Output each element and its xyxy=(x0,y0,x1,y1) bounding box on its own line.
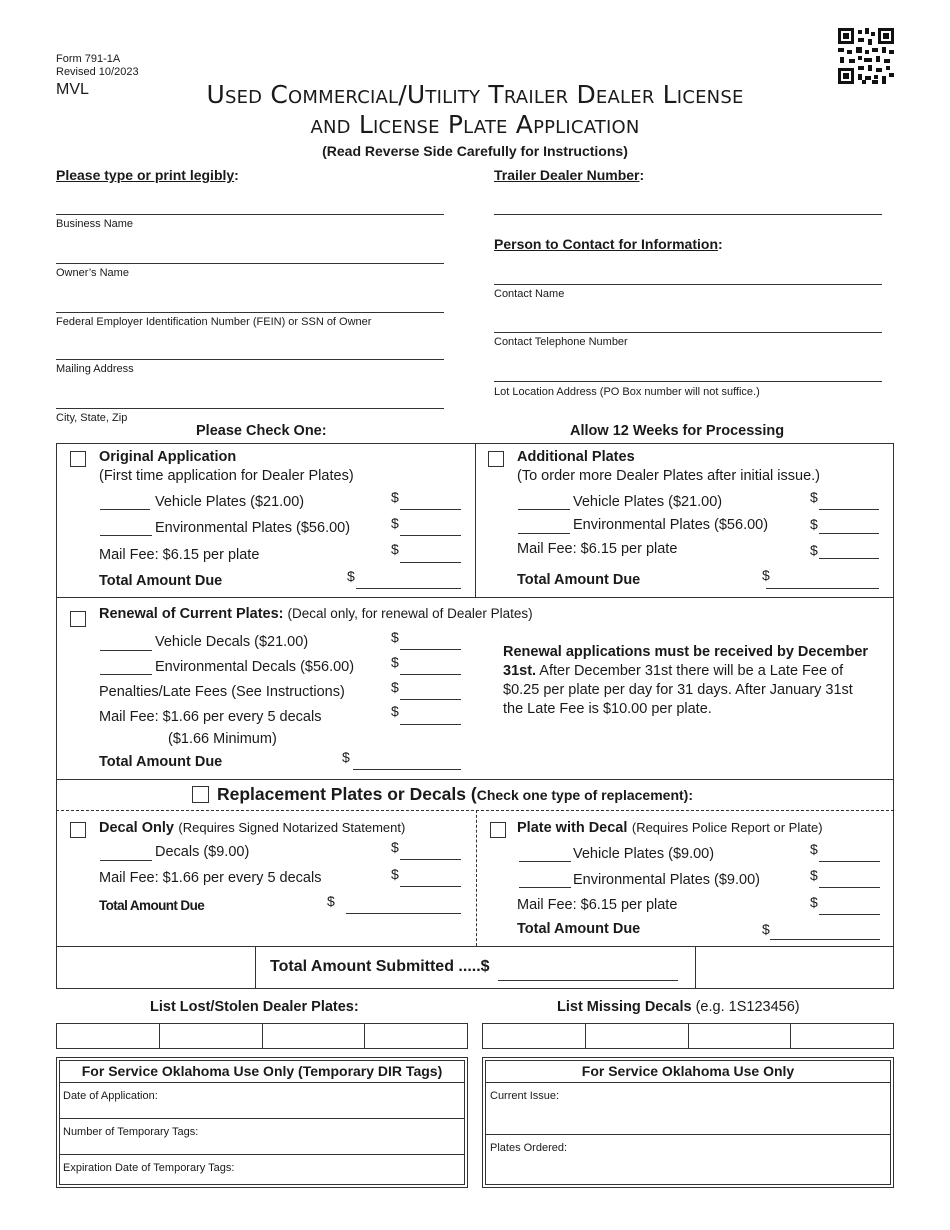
service-use-only-inner xyxy=(485,1060,891,1185)
expiration-date-field[interactable] xyxy=(60,1155,464,1185)
decal-only-title-row xyxy=(99,819,405,837)
renewal-env-amount-line[interactable] xyxy=(400,674,461,675)
additional-total-amount-line[interactable] xyxy=(766,588,879,589)
mailing-address-line[interactable] xyxy=(56,359,444,360)
replacement-vehicle-qty-line[interactable] xyxy=(519,861,571,862)
renewal-env-qty-line[interactable] xyxy=(100,674,152,675)
number-of-tags-label: Number of Temporary Tags: xyxy=(63,1126,199,1138)
owners-name-line[interactable] xyxy=(56,263,444,264)
additional-env-amount-line[interactable] xyxy=(819,533,879,534)
form-subtitle: (Read Reverse Side Carefully for Instructions) xyxy=(322,143,628,159)
original-vehicle-qty-line[interactable] xyxy=(100,509,150,510)
decal-total-amount-line[interactable] xyxy=(346,913,461,914)
original-application-checkbox[interactable] xyxy=(70,451,86,467)
decal-mail-fee-label: Mail Fee: $1.66 per every 5 decals xyxy=(99,870,322,886)
missing-decals-table xyxy=(482,1023,894,1049)
lost-stolen-cell[interactable] xyxy=(160,1024,263,1048)
replacement-vehicle-label: Vehicle Plates ($9.00) xyxy=(573,846,715,862)
mailing-address-label: Mailing Address xyxy=(56,363,134,375)
replacement-mail-dollar: $ xyxy=(810,894,818,910)
replacement-vehicle-dollar: $ xyxy=(810,841,818,857)
renewal-deadline-bold: Renewal applications must be received by December 31st. xyxy=(503,644,869,679)
decals-amount-line[interactable] xyxy=(400,859,461,860)
dealer-number-colon: : xyxy=(639,167,645,183)
decals-qty-line[interactable] xyxy=(100,860,152,861)
top-section-divider xyxy=(475,443,476,598)
renewal-penalties-label: Penalties/Late Fees (See Instructions) xyxy=(99,684,345,700)
decal-only-desc: (Requires Signed Notarized Statement) xyxy=(178,820,406,835)
replacement-checkbox[interactable] xyxy=(192,786,209,803)
renewal-checkbox[interactable] xyxy=(70,611,86,627)
print-legibly-heading xyxy=(56,167,239,183)
original-env-amount-line[interactable] xyxy=(400,535,461,536)
replacement-vertical-dashed xyxy=(476,810,477,946)
plate-with-decal-desc: (Requires Police Report or Plate) xyxy=(631,820,823,835)
original-application-title: Original Application xyxy=(99,449,237,465)
decals-label: Decals ($9.00) xyxy=(155,844,250,860)
city-state-zip-label: City, State, Zip xyxy=(56,412,128,424)
decal-only-title: Decal Only xyxy=(99,820,174,836)
contact-phone-line[interactable] xyxy=(494,332,882,333)
replacement-env-amount-line[interactable] xyxy=(819,887,880,888)
renewal-vehicle-amount-line[interactable] xyxy=(400,649,461,650)
renewal-top-border xyxy=(56,597,894,598)
replacement-env-label: Environmental Plates ($9.00) xyxy=(573,872,760,888)
service-temp-tags-inner xyxy=(59,1060,465,1185)
decal-total-label: Total Amount Due xyxy=(99,898,205,913)
additional-vehicle-qty-line[interactable] xyxy=(518,509,570,510)
renewal-desc: (Decal only, for renewal of Dealer Plates) xyxy=(287,606,533,621)
date-of-application-field[interactable] xyxy=(60,1083,464,1119)
additional-env-dollar: $ xyxy=(810,516,818,532)
replacement-desc: Check one type of replacement): xyxy=(476,787,693,803)
plates-ordered-label: Plates Ordered: xyxy=(490,1142,568,1154)
contact-heading-colon: : xyxy=(718,236,723,252)
dealer-number-heading xyxy=(494,167,644,183)
replacement-total-dollar: $ xyxy=(762,921,770,937)
additional-env-qty-line[interactable] xyxy=(518,533,570,534)
renewal-penalties-dollar: $ xyxy=(391,679,399,695)
total-submitted-line[interactable] xyxy=(498,980,678,981)
original-total-dollar: $ xyxy=(347,568,355,584)
replacement-total-amount-line[interactable] xyxy=(770,939,880,940)
plate-with-decal-title-row xyxy=(517,819,823,837)
renewal-penalties-amount-line[interactable] xyxy=(400,699,461,700)
total-submitted-left-divider xyxy=(255,946,256,989)
form-title-line2: and License Plate Application xyxy=(310,110,640,139)
lot-location-line[interactable] xyxy=(494,381,882,382)
additional-vehicle-label: Vehicle Plates ($21.00) xyxy=(573,494,723,510)
service-use-only-box xyxy=(482,1057,894,1188)
renewal-title-row xyxy=(99,606,533,622)
renewal-mail-fee-label: Mail Fee: $1.66 per every 5 decals xyxy=(99,709,322,725)
replacement-mail-fee-label: Mail Fee: $6.15 per plate xyxy=(517,897,678,913)
replacement-top-border xyxy=(56,779,894,780)
renewal-vehicle-label: Vehicle Decals ($21.00) xyxy=(155,634,309,650)
additional-mail-fee-label: Mail Fee: $6.15 per plate xyxy=(517,541,678,557)
renewal-total-dollar: $ xyxy=(342,749,350,765)
renewal-deadline-note xyxy=(503,643,873,719)
lost-stolen-heading: List Lost/Stolen Dealer Plates: xyxy=(150,999,359,1015)
replacement-env-qty-line[interactable] xyxy=(519,887,571,888)
original-env-label: Environmental Plates ($56.00) xyxy=(155,520,351,536)
renewal-total-label: Total Amount Due xyxy=(99,754,223,770)
additional-mail-amount-line[interactable] xyxy=(819,558,879,559)
lost-stolen-cell[interactable] xyxy=(57,1024,160,1048)
missing-decal-cell[interactable] xyxy=(689,1024,792,1048)
lost-stolen-table xyxy=(56,1023,468,1049)
contact-phone-label: Contact Telephone Number xyxy=(494,336,628,348)
original-vehicle-label: Vehicle Plates ($21.00) xyxy=(155,494,305,510)
replacement-total-label: Total Amount Due xyxy=(517,921,641,937)
additional-plates-desc: (To order more Dealer Plates after initial issue.) xyxy=(517,468,821,484)
original-vehicle-amount-line[interactable] xyxy=(400,509,461,510)
original-vehicle-dollar: $ xyxy=(391,489,399,505)
plate-with-decal-title: Plate with Decal xyxy=(517,820,628,836)
renewal-env-dollar: $ xyxy=(391,654,399,670)
replacement-title-row xyxy=(217,784,693,805)
fein-label: Federal Employer Identification Number (FEIN) or SSN of Owner xyxy=(56,316,372,328)
contact-name-label: Contact Name xyxy=(494,288,565,300)
contact-heading-text: Person to Contact for Information xyxy=(494,236,718,252)
decals-dollar: $ xyxy=(391,839,399,855)
fein-line[interactable] xyxy=(56,312,444,313)
decal-total-dollar: $ xyxy=(327,893,335,909)
additional-total-dollar: $ xyxy=(762,567,770,583)
renewal-total-amount-line[interactable] xyxy=(353,769,461,770)
agency-code: MVL xyxy=(56,81,89,98)
renewal-vehicle-qty-line[interactable] xyxy=(100,650,152,651)
original-mail-fee-label: Mail Fee: $6.15 per plate xyxy=(99,547,260,563)
business-name-line[interactable] xyxy=(56,214,444,215)
original-env-dollar: $ xyxy=(391,515,399,531)
replacement-vehicle-amount-line[interactable] xyxy=(819,861,880,862)
renewal-env-label: Environmental Decals ($56.00) xyxy=(155,659,355,675)
number-of-tags-field[interactable] xyxy=(60,1119,464,1155)
replacement-mail-amount-line[interactable] xyxy=(819,914,880,915)
missing-decals-bold: List Missing Decals xyxy=(557,999,692,1015)
additional-vehicle-amount-line[interactable] xyxy=(819,509,879,510)
replacement-dashed-divider xyxy=(56,810,894,811)
dealer-number-text: Trailer Dealer Number xyxy=(494,167,640,183)
original-total-label: Total Amount Due xyxy=(99,573,223,589)
additional-mail-dollar: $ xyxy=(810,542,818,558)
original-total-amount-line[interactable] xyxy=(356,588,461,589)
owners-name-label: Owner’s Name xyxy=(56,267,129,279)
contact-heading xyxy=(494,236,723,252)
additional-plates-checkbox[interactable] xyxy=(488,451,504,467)
renewal-title: Renewal of Current Plates: xyxy=(99,606,284,622)
print-legibly-text: Please type or print legibly xyxy=(56,167,235,183)
total-submitted-right-divider xyxy=(695,946,696,989)
plate-with-decal-checkbox[interactable] xyxy=(490,822,506,838)
original-env-qty-line[interactable] xyxy=(100,535,152,536)
revised-date: Revised 10/2023 xyxy=(56,66,139,78)
decal-only-checkbox[interactable] xyxy=(70,822,86,838)
original-application-desc: (First time application for Dealer Plates) xyxy=(99,468,354,484)
renewal-deadline-rest: After December 31st there will be a Late Fee of $0.25 per plate per day for 31 days. After January 31st the Late Fee is $10.00 per plate. xyxy=(503,663,853,717)
replacement-title: Replacement Plates or Decals ( xyxy=(217,784,477,804)
missing-decal-cell[interactable] xyxy=(586,1024,689,1048)
city-state-zip-line[interactable] xyxy=(56,408,444,409)
service-use-only-title: For Service Oklahoma Use Only xyxy=(486,1061,890,1083)
lost-stolen-cell[interactable] xyxy=(365,1024,467,1048)
renewal-mail-dollar: $ xyxy=(391,703,399,719)
contact-name-line[interactable] xyxy=(494,284,882,285)
lost-stolen-cell[interactable] xyxy=(263,1024,366,1048)
renewal-vehicle-dollar: $ xyxy=(391,629,399,645)
processing-time-note: Allow 12 Weeks for Processing xyxy=(570,423,785,439)
print-legibly-colon: : xyxy=(234,167,239,183)
form-title-line1: Used Commercial/Utility Trailer Dealer License xyxy=(206,80,744,109)
missing-decal-cell[interactable] xyxy=(483,1024,586,1048)
dealer-number-line[interactable] xyxy=(494,214,882,215)
missing-decals-heading xyxy=(557,999,800,1015)
plates-ordered-field[interactable] xyxy=(486,1135,890,1185)
service-temp-tags-title: For Service Oklahoma Use Only (Temporary DIR Tags) xyxy=(60,1061,464,1083)
replacement-env-dollar: $ xyxy=(810,867,818,883)
renewal-mail-amount-line[interactable] xyxy=(400,724,461,725)
expiration-date-label: Expiration Date of Temporary Tags: xyxy=(63,1162,235,1174)
current-issue-label: Current Issue: xyxy=(490,1090,560,1102)
total-submitted-top-border xyxy=(56,946,894,947)
additional-env-label: Environmental Plates ($56.00) xyxy=(573,517,769,533)
total-submitted-label: Total Amount Submitted .....$ xyxy=(270,958,490,975)
missing-decals-example: (e.g. 1S123456) xyxy=(691,999,800,1015)
business-name-label: Business Name xyxy=(56,218,134,230)
decal-mail-amount-line[interactable] xyxy=(400,886,461,887)
date-of-application-label: Date of Application: xyxy=(63,1090,158,1102)
original-mail-dollar: $ xyxy=(391,541,399,557)
form-number: Form 791-1A xyxy=(56,53,121,65)
additional-total-label: Total Amount Due xyxy=(517,572,641,588)
original-mail-amount-line[interactable] xyxy=(400,562,461,563)
service-temp-tags-box xyxy=(56,1057,468,1188)
qr-code-icon xyxy=(838,28,894,84)
check-one-heading: Please Check One: xyxy=(196,423,327,439)
additional-vehicle-dollar: $ xyxy=(810,489,818,505)
current-issue-field[interactable] xyxy=(486,1083,890,1135)
renewal-minimum-label: ($1.66 Minimum) xyxy=(168,731,277,747)
missing-decal-cell[interactable] xyxy=(791,1024,893,1048)
decal-mail-dollar: $ xyxy=(391,866,399,882)
lot-location-label: Lot Location Address (PO Box number will not suffice.) xyxy=(494,386,760,398)
additional-plates-title: Additional Plates xyxy=(517,449,635,465)
